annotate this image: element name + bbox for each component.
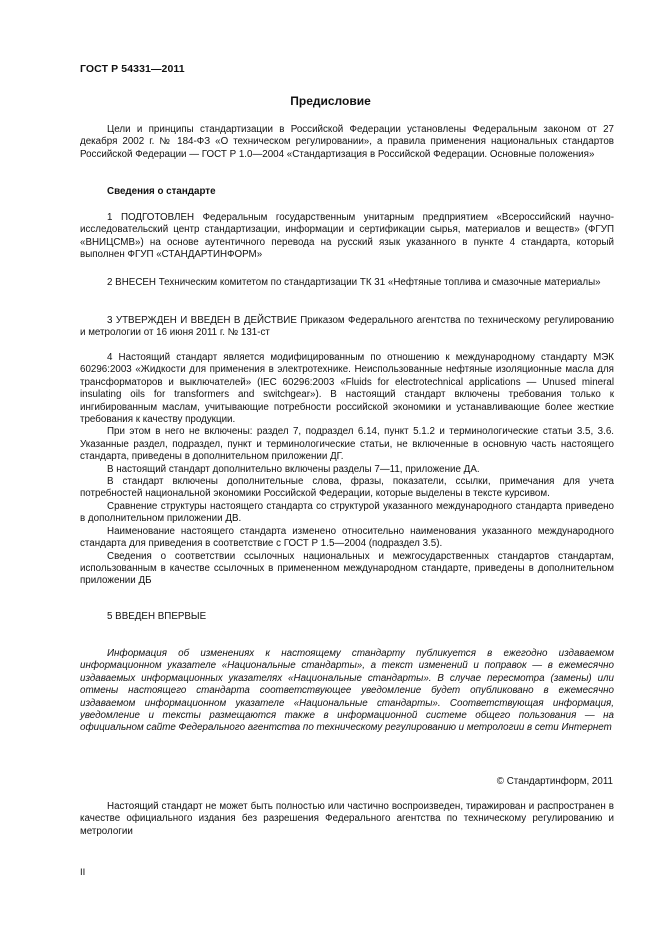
intro-paragraph: Цели и принципы стандартизации в Российской Федерации установлены Федеральным законом от 27 декабря 2002 г. № 184-ФЗ «О техническом регулировании», а правила применения национальных стандартов Российской Федерации — ГОСТ Р 1.0—2004 «Стандартизация в Российской Федерации. Основные положения»: [80, 124, 614, 160]
page-number: II: [80, 867, 86, 878]
item-4-paragraph: Сведения о соответствии ссылочных национальных и межгосударственных стандартов стандартам, использованным в качестве ссылочных в примененном международном стандарте, приведены в дополнительном приложении ДБ: [80, 550, 614, 587]
item-2-block: [80, 277, 614, 289]
info-heading-block: [80, 186, 614, 198]
item-4-paragraph: Сравнение структуры настоящего стандарта со структурой указанного международного стандарта приведено в дополнительном приложении ДВ.: [80, 500, 614, 525]
intro-block: [80, 124, 614, 161]
item-2-paragraph: 2 ВНЕСЕН Техническим комитетом по стандартизации ТК 31 «Нефтяные топлива и смазочные материалы»: [107, 277, 601, 288]
item-1-block: [80, 212, 614, 262]
item-4-paragraph: При этом в него не включены: раздел 7, подраздел 6.14, пункт 5.1.2 и терминологические статьи 3.5, 3.6. Указанные раздел, подраздел, пункт и терминологические статьи, не включенные в основную часть настоящего стандарта, приведены в дополнительном приложении ДГ.: [80, 426, 614, 463]
item-4-paragraph: В настоящий стандарт дополнительно включены разделы 7—11, приложение ДА.: [107, 463, 480, 475]
item-4-paragraph: 4 Настоящий стандарт является модифицированным по отношению к международному стандарту МЭК 60296:2003 «Жидкости для применения в электротехнике. Неиспользованные нефтяные изоляционные масла для трансформаторов и выключателей» (IEC 60296:2003 «Fluids for electrotechnical applications — Unused mineral insulating oils for transformers and switchgear»). В настоящий стандарт включены требования только к ингибированным маслам, учитывающие потребности российской экономики и устанавливающие более жесткие требования к качеству продукции.: [80, 352, 614, 426]
notice-paragraph: Информация об изменениях к настоящему стандарту публикуется в ежегодно издаваемом информационном указателе «Национальные стандарты», а текст изменений и поправок — в ежемесячно издаваемых информационных указателях «Национальные стандарты». В случае пересмотра (замены) или отмены настоящего стандарта соответствующее уведомление будет опубликовано в ежемесячно издаваемом информационном указателе «Национальные стандарты». Соответствующая информация, уведомление и тексты размещаются также в информационной системе общего пользования — на официальном сайте Федерального агентства по техническому регулированию и метрологии в сети Интернет: [80, 648, 614, 734]
copyright: © Стандартинформ, 2011: [496, 776, 613, 787]
item-1-paragraph: 1 ПОДГОТОВЛЕН Федеральным государственным унитарным предприятием «Всероссийский научно-исследовательский центр стандартизации, информации и сертификации сырья, материалов и веществ» (ФГУП «ВНИЦСМВ») на основе аутентичного перевода на русский язык указанного в пункте 4 стандарта, который выполнен ФГУП «СТАНДАРТИНФОРМ»: [80, 212, 614, 261]
page-title: Предисловие: [290, 94, 371, 108]
standard-id-header: ГОСТ Р 54331—2011: [80, 63, 185, 75]
info-heading: Сведения о стандарте: [107, 186, 216, 197]
item-4-paragraph: Наименование настоящего стандарта изменено относительно наименования указанного международного стандарта для приведения в соответствие с ГОСТ Р 1.5—2004 (подраздел 3.5).: [80, 525, 614, 550]
notice-block: [80, 648, 614, 735]
item-4-paragraph: В стандарт включены дополнительные слова, фразы, показатели, ссылки, примечания для учета потребностей национальной экономики Российской Федерации, которые выделены в тексте курсивом.: [80, 476, 614, 500]
rights-block: [80, 801, 614, 838]
item-5-block: [80, 611, 614, 623]
item-3-paragraph: 3 УТВЕРЖДЕН И ВВЕДЕН В ДЕЙСТВИЕ Приказом Федерального агентства по техническому регулированию и метрологии от 16 июня 2011 г. № 131-ст: [80, 315, 614, 339]
item-4-block: [80, 352, 614, 588]
item-3-block: [80, 315, 614, 340]
rights-paragraph: Настоящий стандарт не может быть полностью или частично воспроизведен, тиражирован и распространен в качестве официального издания без разрешения Федерального агентства по техническому регулированию и метрологии: [80, 801, 614, 837]
item-5-paragraph: 5 ВВЕДЕН ВПЕРВЫЕ: [107, 611, 207, 622]
